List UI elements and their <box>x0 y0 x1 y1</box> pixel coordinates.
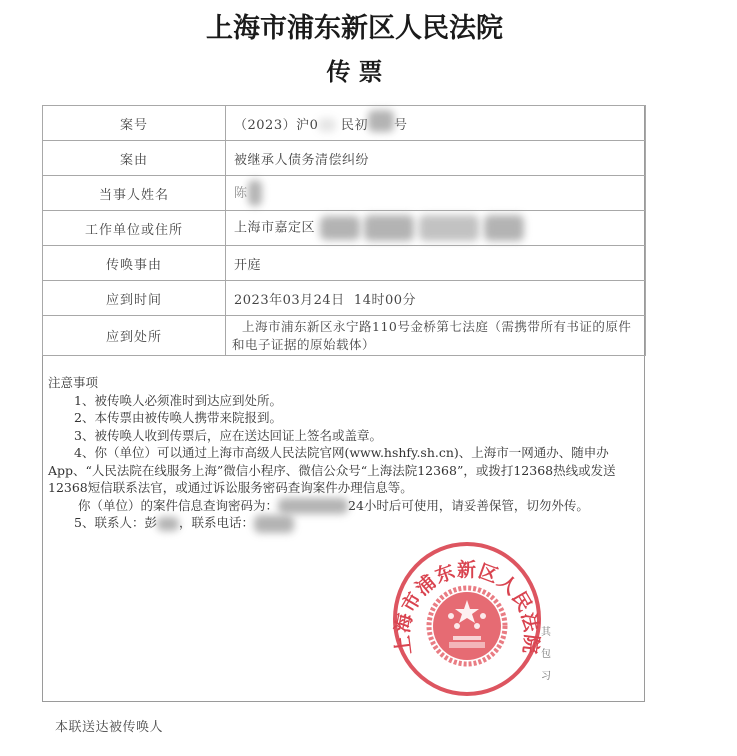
password-line <box>48 497 638 515</box>
redaction-blur <box>248 180 262 206</box>
table-row-appearance-place <box>43 316 646 356</box>
field-value-cause: 被继承人债务清偿纠纷 <box>226 141 646 176</box>
side-marks <box>541 622 551 688</box>
field-label: 工作单位或住所 <box>43 211 226 246</box>
password-line-suffix: 24小时后可使用，请妥善保管，切勿外传。 <box>348 497 589 513</box>
note-item-5 <box>48 514 638 533</box>
redaction-blur <box>364 215 414 241</box>
field-value-party-name <box>226 176 646 211</box>
document-type-title: 传票 <box>326 58 391 86</box>
table-row-summons-reason <box>43 246 646 281</box>
table-row-party-name <box>43 176 646 211</box>
field-value-case-number <box>226 106 646 141</box>
note-item-3: 3、被传唤人收到传票后，应在送达回证上签名或盖章。 <box>74 427 382 443</box>
note-item-4: 4、你（单位）可以通过上海市高级人民法院官网(www.hshfy.sh.cn)、上海市一网通办、随申办App、“人民法院在线服务上海”微信小程序、微信公众号“上海法院12368”，或拨打12368热线或发送12368短信联系法官，或通过诉讼服务密码查询案件办理信息等。 <box>48 445 616 495</box>
field-label: 当事人姓名 <box>43 176 226 211</box>
case-number-prefix: （2023）沪0 <box>234 117 319 133</box>
address-text: 上海市嘉定区 <box>234 220 316 236</box>
redaction-blur <box>157 517 179 531</box>
field-value-address <box>226 211 646 246</box>
field-label: 案号 <box>43 106 226 141</box>
redaction-blur <box>484 215 524 241</box>
field-label: 案由 <box>43 141 226 176</box>
table-row-address <box>43 211 646 246</box>
table-row-cause <box>43 141 646 176</box>
side-mark: 习 <box>541 671 551 682</box>
note-item-1: 1、被传唤人必须准时到达应到处所。 <box>74 392 282 408</box>
table-row-appearance-time <box>43 281 646 316</box>
court-name-title: 上海市浦东新区人民法院 <box>206 13 503 44</box>
field-label: 应到处所 <box>43 316 226 356</box>
party-name-text: 陈 <box>234 185 248 201</box>
table-row-case-number <box>43 106 646 141</box>
field-value-appearance-time: 2023年03月24日 14时00分 <box>226 281 646 316</box>
note-item-2: 2、本传票由被传唤人携带来院报到。 <box>74 410 282 425</box>
redaction-blur <box>278 498 348 514</box>
notes-section <box>48 374 638 533</box>
field-label: 应到时间 <box>43 281 226 316</box>
case-number-suffix: 号 <box>394 117 408 133</box>
field-value-appearance-place: 上海市浦东新区永宁路110号金桥第七法庭（需携带所有书证的原件和电子证据的原始载体） <box>226 316 646 356</box>
side-mark: 其 <box>541 627 551 638</box>
contact-prefix: 5、联系人：彭 <box>74 515 157 530</box>
field-value-summons-reason: 开庭 <box>226 246 646 281</box>
court-seal-icon <box>391 540 543 698</box>
svg-text:上海市浦东新区人民法院: 上海市浦东新区人民法院 <box>391 559 543 656</box>
summons-info-table <box>42 105 646 356</box>
field-label: 传唤事由 <box>43 246 226 281</box>
redaction-blur <box>368 110 394 132</box>
redaction-blur <box>254 515 294 533</box>
side-mark: 包 <box>541 649 551 660</box>
redaction-blur <box>318 118 336 132</box>
footer-note: 本联送达被传唤人 <box>55 720 164 735</box>
password-line-prefix: 你（单位）的案件信息查询密码为： <box>78 497 279 513</box>
notes-heading: 注意事项 <box>48 375 99 390</box>
contact-mid: ，联系电话： <box>178 515 254 530</box>
case-number-mid: 民初 <box>341 117 369 133</box>
redaction-blur <box>419 215 479 241</box>
redaction-blur <box>320 216 360 240</box>
